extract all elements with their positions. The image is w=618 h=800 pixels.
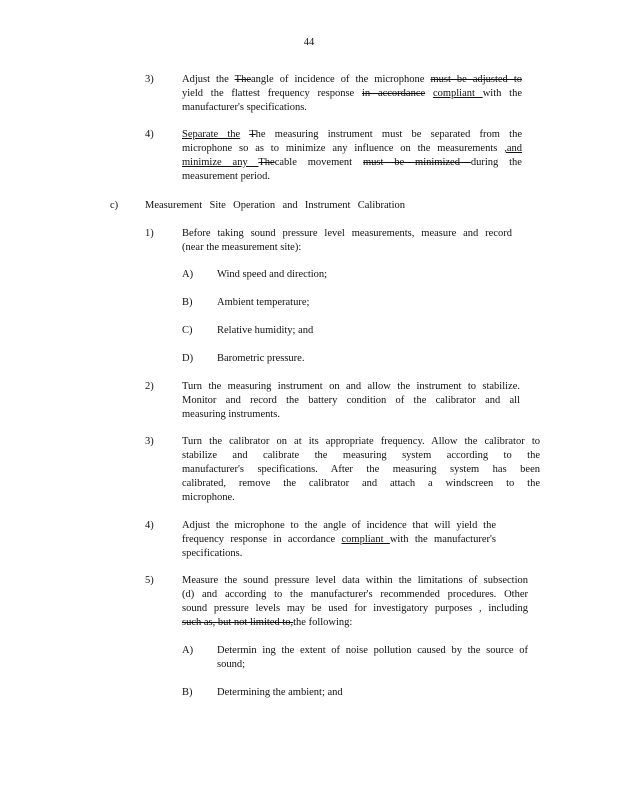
text-line: (near the measurement site): (182, 242, 302, 253)
paragraph-item-1 (182, 227, 512, 255)
subitem-text (217, 644, 528, 672)
text-line: Determin ing the extent of noise pollution caused by the source of (217, 645, 528, 656)
text-line: manufacturer's specifications. After the measuring system has been (182, 464, 540, 475)
subitem-letter: B) (182, 297, 193, 308)
text-line: Adjust the Theangle of incidence of the microphone must be adjusted to (182, 74, 522, 85)
text-line: Adjust the microphone to the angle of incidence that will yield the (182, 520, 496, 531)
text-line: Monitor and record the battery condition of the calibrator and all (182, 395, 520, 406)
subitem-letter: D) (182, 353, 194, 364)
paragraph-item-5 (182, 574, 528, 630)
subitem-text (217, 686, 528, 700)
subitem-text: Wind speed and direction; (217, 269, 328, 280)
text-line: Before taking sound pressure level measurements, measure and record (182, 228, 512, 239)
inserted-text: Separate the (182, 129, 241, 140)
inserted-text: compliant (341, 534, 390, 545)
item-number: 1) (145, 228, 154, 239)
text-line: Separate the The measuring instrument must be separated from the (182, 129, 522, 140)
paragraph-item-3 (182, 435, 540, 505)
text-line: Turn the calibrator on at its appropriate frequency. Allow the calibrator to (182, 436, 540, 447)
struck-text: must be adjusted to (430, 74, 522, 85)
text-line: microphone so as to minimize any influence on the measurements ,and (182, 143, 522, 154)
text-line: measuring instruments. (182, 409, 280, 420)
item-number: 4) (145, 129, 154, 140)
subitem-text: Ambient temperature; (217, 297, 310, 308)
text-line: (d) and according to the manufacturer's recommended procedures. Other (182, 589, 528, 600)
text-line: Turn the measuring instrument on and allow the instrument to stabilize. (182, 381, 520, 392)
text-line: such as, but not limited to,the following: (182, 617, 353, 628)
paragraph-item-4-top (182, 128, 522, 184)
struck-text: must be minimized (362, 157, 471, 168)
text-line: frequency response in accordance compliant with the manufacturer's (182, 534, 496, 545)
subitem-letter: A) (182, 269, 194, 280)
section-letter: c) (110, 200, 119, 211)
item-number: 3) (145, 74, 154, 85)
subitem-letter: B) (182, 687, 193, 698)
text-line: minimize any Thecable movement must be minimized during the (182, 157, 522, 168)
subitem-letter: C) (182, 325, 193, 336)
text-line: Determining the ambient; and (217, 687, 343, 698)
subitem-letter: A) (182, 645, 194, 656)
paragraph-item-3-top (182, 73, 522, 115)
inserted-text: ,and (504, 143, 522, 154)
text-line: sound; (217, 659, 246, 670)
subitem-text: Relative humidity; and (217, 325, 314, 336)
item-number: 2) (145, 381, 154, 392)
text-line: specifications. (182, 548, 243, 559)
paragraph-item-4 (182, 519, 496, 561)
inserted-text: compliant (432, 88, 483, 99)
struck-text: in accordance (362, 88, 426, 99)
inserted-text: minimize any (182, 157, 259, 168)
text-line: yield the flattest frequency response in accordance compliant with the (182, 88, 522, 99)
item-number: 4) (145, 520, 154, 531)
text-line: stabilize and calibrate the measuring system according to the (182, 450, 540, 461)
page-number: 44 (303, 37, 315, 48)
item-number: 3) (145, 436, 154, 447)
section-heading: Measurement Site Operation and Instrument Calibration (145, 200, 405, 211)
struck-text: T (249, 129, 256, 140)
paragraph-item-2 (182, 380, 520, 422)
text-line: Measure the sound pressure level data within the limitations of subsection (182, 575, 528, 586)
struck-text: The (234, 74, 251, 85)
subitem-text: Barometric pressure. (217, 353, 305, 364)
text-line: manufacturer's specifications. (182, 102, 307, 113)
text-line: calibrated, remove the calibrator and attach a windscreen to the (182, 478, 540, 489)
struck-text: such as, but not limited to, (182, 617, 294, 628)
item-number: 5) (145, 575, 154, 586)
text-line: microphone. (182, 492, 235, 503)
text-line: measurement period. (182, 171, 271, 182)
text-line: sound pressure levels may be used for investigatory purposes , including (182, 603, 528, 614)
struck-text: The (258, 157, 275, 168)
